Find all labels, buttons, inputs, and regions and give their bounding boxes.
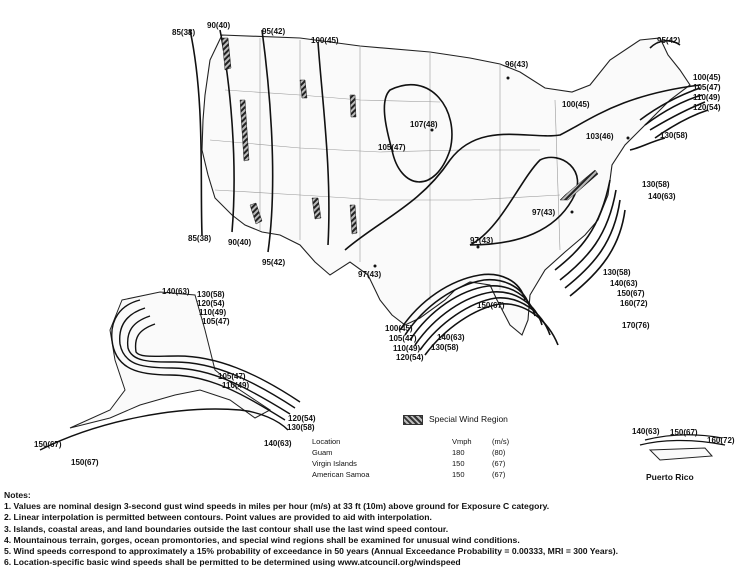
- contour-label: 105(47): [693, 83, 721, 92]
- contour-label: 140(63): [264, 439, 292, 448]
- contour-label: 90(40): [228, 238, 252, 247]
- contour-label: 90(40): [207, 21, 231, 30]
- contour-label: 96(43): [505, 60, 529, 69]
- contour-label: 130(58): [431, 343, 459, 352]
- location-table: [312, 437, 612, 481]
- cell-vmph: 150: [452, 459, 465, 468]
- contour-label: 100(45): [693, 73, 721, 82]
- table-row: [312, 470, 612, 481]
- contour-label: 140(63): [437, 333, 465, 342]
- contour-label: 103(46): [586, 132, 614, 141]
- notes-title: Notes:: [4, 490, 31, 500]
- cell-ms: (67): [492, 459, 506, 468]
- contour-label: 100(45): [311, 36, 339, 45]
- note-item: 2. Linear interpolation is permitted between contours. Point values are provided to aid with interpolation.: [4, 512, 432, 523]
- contour-label: 150(67): [617, 289, 645, 298]
- cell-ms: (67): [492, 470, 506, 479]
- contour-label: 105(47): [389, 334, 417, 343]
- contour-label: 120(54): [197, 299, 225, 308]
- contour-label: 110(49): [222, 381, 250, 390]
- contour-85: [190, 30, 202, 235]
- contour-label: 105(47): [378, 143, 406, 152]
- contour-label: 150(67): [670, 428, 698, 437]
- contour-label: 140(63): [632, 427, 660, 436]
- alaska-outline: [70, 292, 270, 428]
- cell-vmph: 180: [452, 448, 465, 457]
- contour-label: 130(58): [197, 290, 225, 299]
- contour-label: 85(38): [188, 234, 212, 243]
- contour-label: 120(54): [396, 353, 424, 362]
- header-vmph: Vmph: [452, 437, 472, 446]
- contour-label: 120(54): [288, 414, 316, 423]
- note-item: 3. Islands, coastal areas, and land boundaries outside the last contour shall use the last wind speed contour.: [4, 523, 449, 534]
- contour-label: 100(45): [562, 100, 590, 109]
- contour-label: 95(42): [262, 27, 286, 36]
- contour-label: 95(42): [657, 36, 681, 45]
- note-item: 1. Values are nominal design 3-second gust wind speeds in miles per hour (m/s) at 33 ft (10m) above ground for Exposure C category.: [4, 501, 550, 512]
- contour-label: 95(42): [262, 258, 286, 267]
- cell-vmph: 150: [452, 470, 465, 479]
- cell-ms: (80): [492, 448, 506, 457]
- cell-location: American Samoa: [312, 470, 370, 479]
- contour-label: 150(67): [71, 458, 99, 467]
- contour-label: 150(67): [34, 440, 62, 449]
- contour-label: 110(49): [199, 308, 227, 317]
- contour-label: 140(63): [648, 192, 676, 201]
- contour-label: 130(58): [660, 131, 688, 140]
- contour-label: 105(47): [202, 317, 230, 326]
- notes: [4, 490, 742, 568]
- table-row: [312, 459, 612, 470]
- contour-label: 140(63): [162, 287, 190, 296]
- contour-label: 107(48): [410, 120, 438, 129]
- table-header: [312, 437, 612, 448]
- contour-label: 130(58): [642, 180, 670, 189]
- contour-label: 97(43): [470, 236, 494, 245]
- cell-location: Virgin Islands: [312, 459, 357, 468]
- legend-label: Special Wind Region: [429, 414, 508, 424]
- contour-label: 130(58): [287, 423, 315, 432]
- header-ms: (m/s): [492, 437, 510, 446]
- contour-label: 150(67): [477, 301, 505, 310]
- contour-label: 160(72): [707, 436, 735, 445]
- table-row: [312, 448, 612, 459]
- contour-label: 110(49): [693, 93, 721, 102]
- contour-label: 105(47): [218, 372, 246, 381]
- contour-label: 140(63): [610, 279, 638, 288]
- cell-location: Guam: [312, 448, 333, 457]
- contour-label: 97(43): [532, 208, 556, 217]
- puerto-rico-outline: [650, 448, 712, 460]
- contour-label: 170(76): [622, 321, 650, 330]
- contour-label: 100(45): [385, 324, 413, 333]
- contour-label: 110(49): [393, 344, 421, 353]
- contour-label: 97(43): [358, 270, 382, 279]
- note-item: 4. Mountainous terrain, gorges, ocean promontories, and special wind regions shall be examined for unusual wind conditions.: [4, 534, 520, 545]
- contour-label: 160(72): [620, 299, 648, 308]
- puerto-rico-label: Puerto Rico: [646, 472, 694, 482]
- special-region-swatch: [403, 415, 423, 425]
- note-item: 6. Location-specific basic wind speeds shall be permitted to be determined using www.atcouncil.org/windspeed: [4, 557, 461, 568]
- contour-label: 130(58): [603, 268, 631, 277]
- contour-label: 120(54): [693, 103, 721, 112]
- note-item: 5. Wind speeds correspond to approximately a 15% probability of exceedance in 50 years (Annual Exceedance Probability = 0.00333, MRI = 300 Years).: [4, 546, 618, 557]
- header-location: Location: [312, 437, 341, 446]
- contour-label: 85(38): [172, 28, 196, 37]
